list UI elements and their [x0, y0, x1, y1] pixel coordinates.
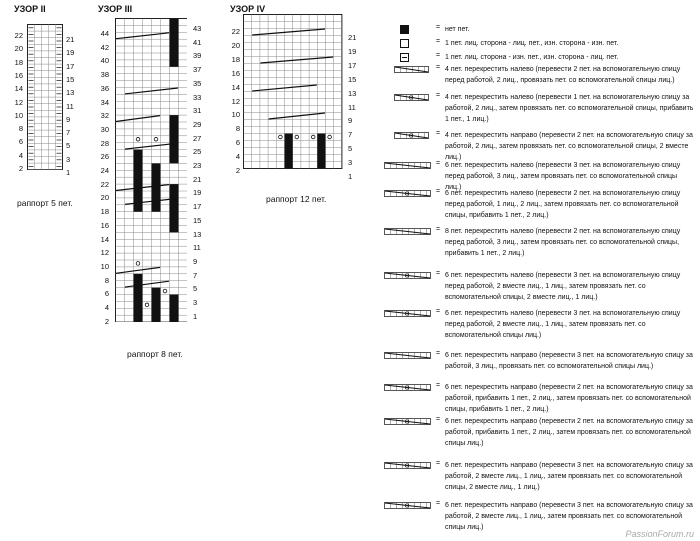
- row-number-right: 11: [348, 102, 356, 112]
- pattern-2-chart: [27, 24, 63, 170]
- legend-swatch: [400, 25, 409, 34]
- row-number-right: 15: [193, 215, 202, 225]
- legend-symbol: [380, 351, 432, 360]
- pattern-4-rapport: раппорт 12 пет.: [266, 194, 327, 204]
- row-number-left: 28: [100, 138, 109, 148]
- no-stitch-cell: [170, 184, 179, 232]
- legend-symbol: [380, 227, 432, 236]
- row-number-left: 2: [235, 166, 240, 175]
- row-number-right: 1: [66, 168, 71, 177]
- row-number-left: 6: [104, 289, 109, 299]
- no-stitch-cell: [285, 134, 293, 169]
- row-number-left: 12: [14, 97, 23, 107]
- legend-equals: =: [436, 64, 441, 71]
- row-number-right: 33: [193, 92, 202, 102]
- legend-symbol: [380, 189, 432, 198]
- row-number-left: 14: [100, 234, 109, 244]
- legend-symbol: [380, 25, 432, 34]
- row-number-left: 6: [18, 137, 23, 147]
- row-number-left: 14: [231, 82, 240, 92]
- row-number-left: 4: [18, 150, 23, 160]
- row-number-right: 27: [193, 133, 202, 143]
- pattern-2-rapport: раппорт 5 пет.: [17, 198, 73, 208]
- pattern-4-chart: [243, 14, 343, 170]
- row-number-right: 7: [348, 130, 353, 140]
- row-number-right: 15: [66, 74, 75, 84]
- legend-symbol: [380, 501, 432, 510]
- legend-text: нет пет.: [445, 26, 470, 33]
- row-number-right: 35: [193, 78, 202, 88]
- row-number-left: 34: [100, 97, 109, 107]
- legend-equals: =: [436, 92, 441, 99]
- watermark: PassionForum.ru: [625, 529, 694, 539]
- row-number-left: 16: [231, 68, 240, 78]
- row-number-right: 3: [66, 154, 71, 164]
- legend-text: 6 пет. перекрестить направо (перевести 3 пет. на вспомогательную спицу за работой, 2 вместе лиц., 1 лиц., затем провязать пет. со вспомогательной спицы лиц.): [445, 502, 693, 532]
- row-number-left: 18: [14, 57, 23, 67]
- row-number-left: 10: [14, 110, 23, 120]
- pattern-3-rapport: раппорт 8 пет.: [127, 349, 183, 359]
- legend-equals: =: [436, 416, 441, 423]
- row-number-right: 13: [193, 229, 202, 239]
- row-number-left: 6: [235, 138, 240, 148]
- row-number-right: 11: [193, 243, 201, 253]
- row-number-left: 8: [104, 275, 109, 285]
- legend-symbol: [380, 53, 432, 62]
- row-number-left: 16: [100, 220, 109, 230]
- row-number-right: 5: [193, 284, 198, 294]
- row-number-left: 10: [231, 110, 240, 120]
- row-number-left: 8: [18, 124, 23, 134]
- row-number-right: 25: [193, 147, 202, 157]
- row-number-right: 9: [348, 116, 353, 126]
- legend-text: 6 пет. перекрестить направо (перевести 3 пет. на вспомогательную спицу за работой, 2 вместе лиц., 1 лиц., затем провязать пет. со вспомогательной спицы, 2 вместе лиц., 1 лиц.): [445, 462, 693, 492]
- row-number-right: 19: [348, 46, 357, 56]
- row-number-right: 7: [193, 270, 198, 280]
- pattern-3-title: УЗОР III: [98, 4, 133, 14]
- row-number-right: 5: [348, 144, 353, 154]
- row-number-right: 19: [66, 48, 75, 58]
- legend-equals: =: [436, 350, 441, 357]
- row-number-right: 23: [193, 161, 202, 170]
- row-number-left: 14: [14, 84, 23, 94]
- row-number-left: 38: [100, 70, 109, 80]
- legend-text: 6 пет. перекрестить налево (перевести 2 пет. на вспомогательную спицу перед работой, 1 лиц., 2 лиц., затем провязать пет. со вспомогательной спицы, прибавить 1 пет., 2 лиц.): [445, 190, 681, 220]
- legend-text: 8 пет. перекрестить налево (перевести 2 пет. на вспомогательную спицу перед работой, 3 лиц., затем провязать пет. со вспомогательной спицы, прибавить 1 пет., 2 лиц.): [445, 228, 681, 258]
- legend-symbol: [380, 39, 432, 48]
- legend-text: 6 пет. перекрестить налево (перевести 3 пет. на вспомогательную спицу перед работой, 2 вместе лиц., 1 лиц., затем провязать пет. со вспомогательной спицы лиц.): [445, 310, 681, 340]
- row-number-left: 2: [104, 316, 109, 326]
- row-number-left: 18: [100, 207, 109, 217]
- row-number-right: 13: [66, 88, 75, 98]
- row-number-right: 7: [66, 128, 71, 138]
- legend-symbol: [380, 271, 432, 280]
- legend-swatch: [401, 40, 409, 48]
- row-number-left: 20: [14, 44, 23, 54]
- legend-text: 1 пет. лиц. сторона - изн. пет., изн. сторона - лиц. пет.: [445, 54, 619, 61]
- legend-equals: =: [436, 226, 441, 233]
- row-number-right: 1: [348, 172, 353, 181]
- pattern-2-title: УЗОР II: [14, 4, 46, 14]
- legend-text: 4 пет. перекрестить налево (перевести 1 пет. на вспомогательную спицу за работой, 2 лиц., затем провязать пет. со вспомогательной спицы, прибавить 1 пет., 1 лиц.): [445, 94, 694, 124]
- legend-symbol: [380, 161, 432, 170]
- pattern-4-title: УЗОР IV: [230, 4, 266, 14]
- legend-text: 6 пет. перекрестить направо (перевести 3 пет. на вспомогательную спицу за работой, 3 лиц., провязать пет. со вспомогательной спицы лиц.): [445, 352, 693, 371]
- legend-equals: =: [436, 188, 441, 195]
- row-number-right: 21: [348, 33, 357, 42]
- row-number-right: 37: [193, 65, 202, 75]
- legend-text: 6 пет. перекрестить направо (перевести 2 пет. на вспомогательную спицу за работой, прибавить 1 пет., 2 лиц., затем провязать пет. со вспомогательной спицы, прибавить 1 пет., 2 лиц.): [445, 384, 693, 414]
- row-number-right: 39: [193, 51, 202, 61]
- no-stitch-cell: [170, 295, 179, 323]
- row-number-left: 4: [104, 303, 109, 312]
- legend-equals: =: [436, 270, 441, 277]
- no-stitch-cell: [152, 163, 161, 211]
- row-number-right: 17: [193, 202, 202, 212]
- legend-symbol: [380, 93, 432, 102]
- row-number-left: 16: [14, 70, 23, 80]
- no-stitch-cell: [152, 288, 161, 322]
- legend-symbol: [380, 131, 432, 140]
- row-number-right: 43: [193, 24, 202, 33]
- legend-symbol: [380, 65, 432, 74]
- row-number-right: 29: [193, 119, 202, 129]
- row-number-left: 10: [100, 261, 109, 271]
- legend-text: 6 пет. перекрестить направо (перевести 2 пет. на вспомогательную спицу за работой, прибавить 1 пет., 2 лиц., затем провязать пет. со вспомогательной спицы лиц.): [445, 418, 693, 448]
- legend-equals: =: [436, 160, 441, 167]
- row-number-right: 11: [66, 101, 74, 111]
- row-number-right: 1: [193, 311, 198, 321]
- legend-symbol: [380, 383, 432, 392]
- row-number-left: 30: [100, 124, 109, 134]
- legend-equals: =: [436, 460, 441, 467]
- legend-text: 1 пет. лиц. сторона - лиц. пет., изн. сторона - изн. пет.: [445, 40, 619, 47]
- no-stitch-cell: [134, 274, 143, 322]
- row-number-left: 36: [100, 83, 109, 93]
- row-number-left: 8: [235, 124, 240, 134]
- row-number-right: 21: [193, 174, 202, 184]
- row-number-left: 32: [100, 111, 109, 121]
- row-number-left: 22: [14, 31, 23, 40]
- legend-equals: =: [436, 500, 441, 507]
- row-number-left: 22: [100, 179, 109, 189]
- row-number-left: 44: [100, 29, 109, 38]
- row-number-left: 22: [231, 27, 240, 36]
- row-number-right: 9: [193, 256, 198, 266]
- legend-equals: =: [436, 382, 441, 389]
- legend-equals: =: [436, 24, 441, 31]
- row-number-left: 4: [235, 152, 240, 162]
- legend-text: 4 пет. перекрестить направо (перевести 2 пет. на вспомогательную спицу за работой, 2 лиц., затем провязать пет. со вспомогательной спицы, 2 вместе лиц.): [445, 132, 693, 162]
- legend-text: 6 пет. перекрестить налево (перевести 3 пет. на вспомогательную спицу перед работой, 3 лиц., затем провязать пет. со вспомогательной спицы лиц.): [445, 162, 681, 192]
- row-number-right: 21: [66, 35, 75, 44]
- row-number-left: 18: [231, 54, 240, 64]
- row-number-left: 12: [231, 96, 240, 106]
- legend-text: 4 пет. перекрестить налево (перевести 2 пет. на вспомогательную спицу перед работой, 2 лиц., провязать пет. со вспомогательной спицы лиц.): [445, 66, 681, 85]
- no-stitch-cell: [317, 134, 325, 169]
- row-number-right: 31: [193, 106, 202, 116]
- legend-equals: =: [436, 308, 441, 315]
- row-number-right: 15: [348, 74, 357, 84]
- no-stitch-cell: [170, 115, 179, 163]
- pattern-3-chart: [115, 18, 187, 322]
- legend-equals: =: [436, 130, 441, 137]
- row-number-right: 9: [66, 114, 71, 124]
- row-number-left: 20: [100, 193, 109, 203]
- row-number-left: 20: [231, 40, 240, 50]
- row-number-right: 3: [348, 158, 353, 168]
- legend-text: 6 пет. перекрестить налево (перевести 3 пет. на вспомогательную спицу перед работой, 2 вместе лиц., 1 лиц., затем провязать пет. со вспомогательной спицы, 2 вместе лиц., 1 лиц.): [445, 272, 681, 302]
- row-number-left: 40: [100, 56, 109, 66]
- row-number-left: 26: [100, 152, 109, 162]
- row-number-right: 17: [348, 60, 357, 70]
- row-number-right: 5: [66, 141, 71, 151]
- no-stitch-cell: [170, 19, 179, 67]
- row-number-left: 42: [100, 42, 109, 52]
- legend-symbol: [380, 461, 432, 470]
- row-number-right: 3: [193, 298, 198, 307]
- row-number-right: 41: [193, 37, 202, 47]
- legend-equals: =: [436, 38, 441, 45]
- row-number-right: 13: [348, 88, 357, 98]
- row-number-left: 24: [100, 166, 109, 175]
- row-number-right: 19: [193, 188, 202, 198]
- row-number-left: 12: [100, 248, 109, 258]
- legend-symbol: [380, 309, 432, 318]
- row-number-right: 17: [66, 61, 75, 71]
- row-number-left: 2: [18, 164, 23, 173]
- legend-equals: =: [436, 52, 441, 59]
- legend-symbol: [380, 417, 432, 426]
